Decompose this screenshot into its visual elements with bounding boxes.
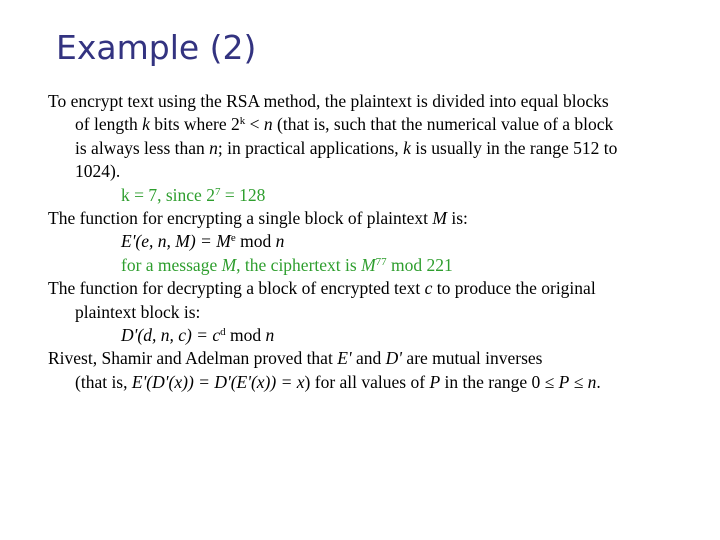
paragraph-1-line-1: To encrypt text using the RSA method, the plaintext is divided into equal blocks — [48, 91, 609, 111]
encryption-formula: E'(e, n, $M) = M^e$ mod n — [121, 231, 285, 252]
paragraph-4-line-2: (that is, E'(D'(x)) = D'(E'(x)) = x) for all values of P in the range 0 ≤ P ≤ n. — [75, 371, 601, 392]
slide-body — [48, 90, 708, 394]
decryption-formula: D'(d, n, $c) = c^d$ mod n — [121, 325, 275, 346]
slide-title: Example (2) — [56, 28, 257, 67]
paragraph-1-line-3: is always less than n; in practical applications, k is usually in the range 512 to — [75, 137, 618, 158]
paragraph-2-line: The function for encrypting a single block of plaintext M is: — [48, 208, 468, 229]
paragraph-3-line-1: The function for decrypting a block of encrypted text c to produce the original — [48, 278, 596, 299]
k-value-line: k = 7, since $2^7 = 128$ — [121, 184, 266, 205]
ciphertext-line: for a message M, the ciphertext is $M^{77}$ mod 221 — [121, 254, 453, 275]
paragraph-3-line-2: plaintext block is: — [75, 301, 201, 322]
paragraph-4-line-1: Rivest, Shamir and Adelman proved that E' and D' are mutual inverses — [48, 348, 543, 369]
paragraph-1-line-4: 1024). — [75, 161, 121, 182]
paragraph-1-line-2: of length k bits where $2^k < n$ (that is, such that the numerical value of a block — [75, 114, 614, 135]
